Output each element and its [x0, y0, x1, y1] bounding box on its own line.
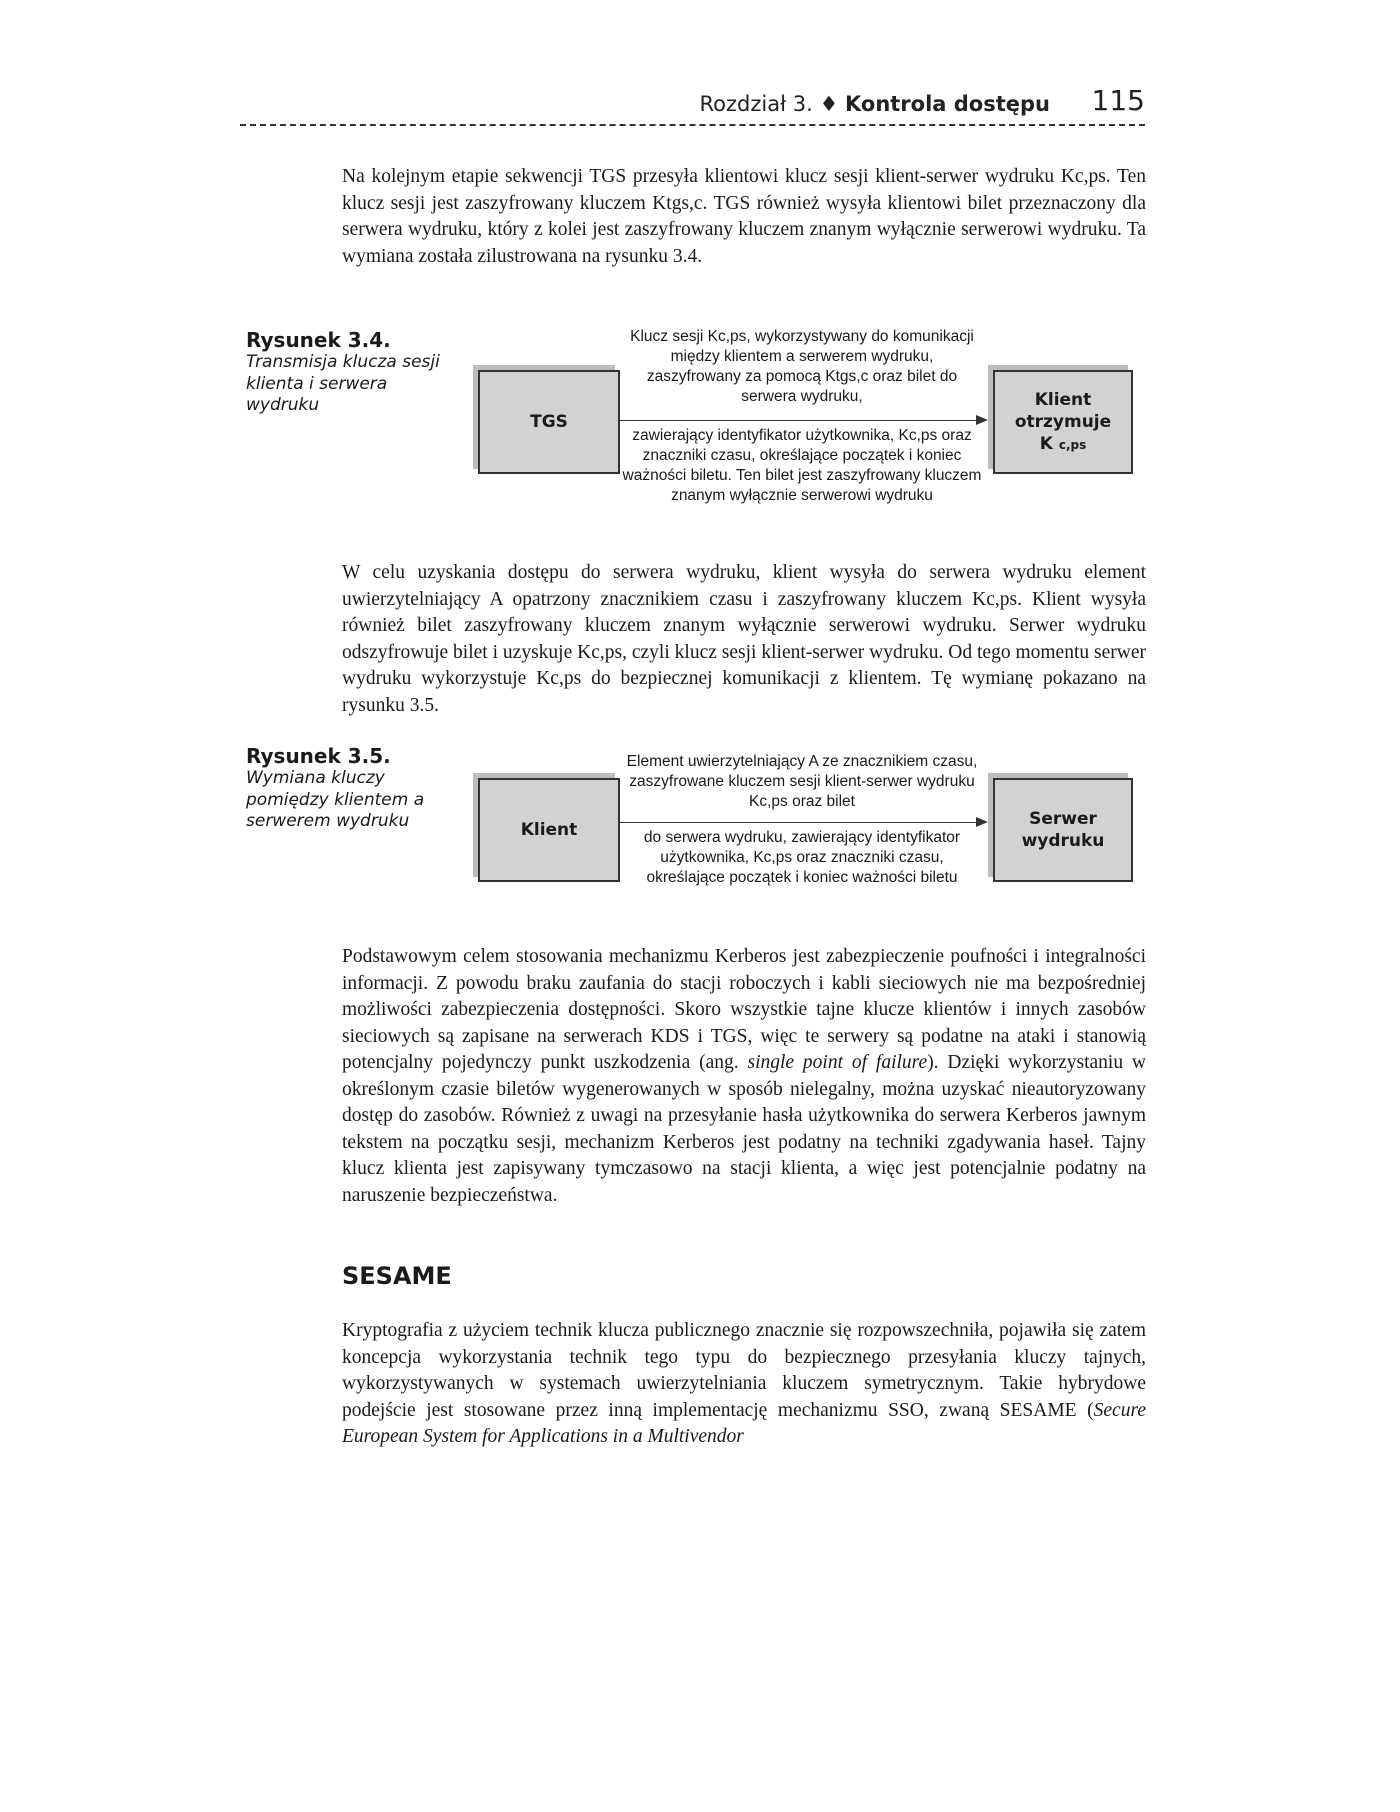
tgs-box: [478, 370, 620, 474]
figure-number: Rysunek 3.4.: [246, 328, 391, 352]
client-box-line1: Klient: [1034, 389, 1092, 410]
paragraph-1: Na kolejnym etapie sekwencji TGS przesyła klientowi klucz sesji klient-serwer wydruku Kc,ps. Ten klucz sesji jest zaszyfrowany kluczem Ktgs,c. TGS również wysyła klientowi bilet przeznaczony dla serwera wydruku, który z kolei jest zaszyfrowany kluczem znanym wyłącznie serwerowi wydruku. Ta wymiana została zilustrowana na rysunku 3.4.: [342, 166, 1146, 267]
figure-3-5-text-above: Element uwierzytelniający A ze znacznikiem czasu, zaszyfrowane kluczem sesji klient-serwer wydruku Kc,ps oraz bilet: [626, 753, 978, 810]
paragraph-3-part-2: ). Dzięki wykorzystaniu w określonym czasie biletów wygenerowanych w sposób nielegalny, można uzyskać nieautoryzowany dostęp do zasobów. Również z uwagi na przesyłanie hasła użytkownika do serwera Kerberos jawnym tekstem na początku sesji, mechanizm Kerberos jest podatny na techniki zgadywania haseł. Tajny klucz klienta jest zapisywany tymczasowo na stacji klienta, a więc jest potencjalnie podatny na naruszenie bezpieczeństwa.: [342, 1052, 1147, 1206]
print-server-box-line2: wydruku: [1021, 831, 1105, 851]
paragraph-2: W celu uzyskania dostępu do serwera wydruku, klient wysyła do serwera wydruku element uwierzytelniający A opatrzony znacznikiem czasu i zaszyfrowany kluczem Kc,ps. Klient wysyła również bilet zaszyfrowany kluczem znanym wyłącznie serwerowi wydruku. Serwer wydruku odszyfrowuje bilet i uzyskuje Kc,ps, czyli klucz sesji klient-serwer wydruku. Od tego momentu serwer wydruku wykorzystuje Kc,ps do bezpiecznej komunikacji z klientem. Tę wymianę pokazano na rysunku 3.5.: [342, 562, 1146, 716]
paragraph-4: [342, 1318, 1146, 1451]
arrow-tgs-to-client: [618, 420, 986, 421]
figure-caption-text: Wymiana kluczy pomiędzy klientem a serwerem wydruku: [246, 768, 425, 831]
paragraph-4-part-1: Kryptografia z użyciem technik klucza publicznego znacznie się rozpowszechniła, pojawiła się zatem koncepcja wykorzystania technik tego typu do bezpiecznego przesyłania kluczy tajnych, wykorzystywanych w systemach uwierzytelniania kluczem symetrycznym. Takie hybrydowe podejście jest stosowane przez inną implementację mechanizmu SSO, zwaną SESAME (: [342, 1320, 1146, 1421]
page-header: [240, 84, 1145, 126]
client-box-label: Klient: [520, 820, 578, 840]
figure-3-4-text-below: zawierający identyfikator użytkownika, Kc,ps oraz znaczniki czasu, określające początek i koniec ważności biletu. Ten bilet jest zaszyfrowany kluczem znanym wyłącznie serwerowi wydruku: [622, 427, 982, 504]
client-box: [993, 370, 1133, 474]
figure-caption-text: Transmisja klucza sesji klienta i serwera wydruku: [246, 352, 440, 415]
paragraph-3-part-1: Podstawowym celem stosowania mechanizmu Kerberos jest zabezpieczenie poufności i integralności informacji. Z powodu braku zaufania do stacji roboczych i kabli sieciowych nie ma bezpośredniej możliwości zabezpieczenia dostępności. Skoro wszystkie tajne klucze klientów i innych zasobów sieciowych są zapisane na serwerach KDS i TGS, więc te serwery są podatne na ataki i stanowią potencjalny pojedynczy punkt uszkodzenia (ang.: [342, 946, 1146, 1073]
chapter-title: Kontrola dostępu: [844, 92, 1050, 116]
section-heading: SESAME: [342, 1262, 452, 1290]
client-box: [478, 778, 620, 882]
paragraph-3: [342, 944, 1146, 1209]
chapter-header: [700, 92, 1050, 116]
print-server-box: [993, 778, 1133, 882]
tgs-box-label: TGS: [530, 412, 568, 432]
page-number: 115: [1091, 84, 1145, 117]
client-box-key-subscript: c,ps: [1058, 437, 1087, 452]
chapter-label: Rozdział 3.: [699, 92, 813, 116]
client-box-key: K: [1039, 433, 1053, 454]
figure-caption-3-4: [246, 328, 446, 417]
figure-3-4-text-above: Klucz sesji Kc,ps, wykorzystywany do komunikacji między klientem a serwerem wydruku, zaszyfrowany za pomocą Ktgs,c oraz bilet do serwera wydruku,: [630, 328, 974, 405]
diamond-separator-icon: ♦: [819, 92, 839, 116]
client-box-line2: otrzymuje: [1014, 411, 1112, 432]
figure-number: Rysunek 3.5.: [246, 744, 391, 768]
paragraph-3-italic-term: single point of failure: [747, 1052, 928, 1073]
figure-3-5-text-below: do serwera wydruku, zawierający identyfikator użytkownika, Kc,ps oraz znaczniki czasu, określające początek i koniec ważności biletu: [643, 829, 961, 886]
print-server-box-line1: Serwer: [1029, 809, 1097, 829]
paragraph-4-italic-term: Secure European System for Applications in a Multivendor: [342, 1399, 1146, 1447]
figure-caption-3-5: [246, 744, 446, 833]
arrow-client-to-print-server: [618, 822, 986, 823]
